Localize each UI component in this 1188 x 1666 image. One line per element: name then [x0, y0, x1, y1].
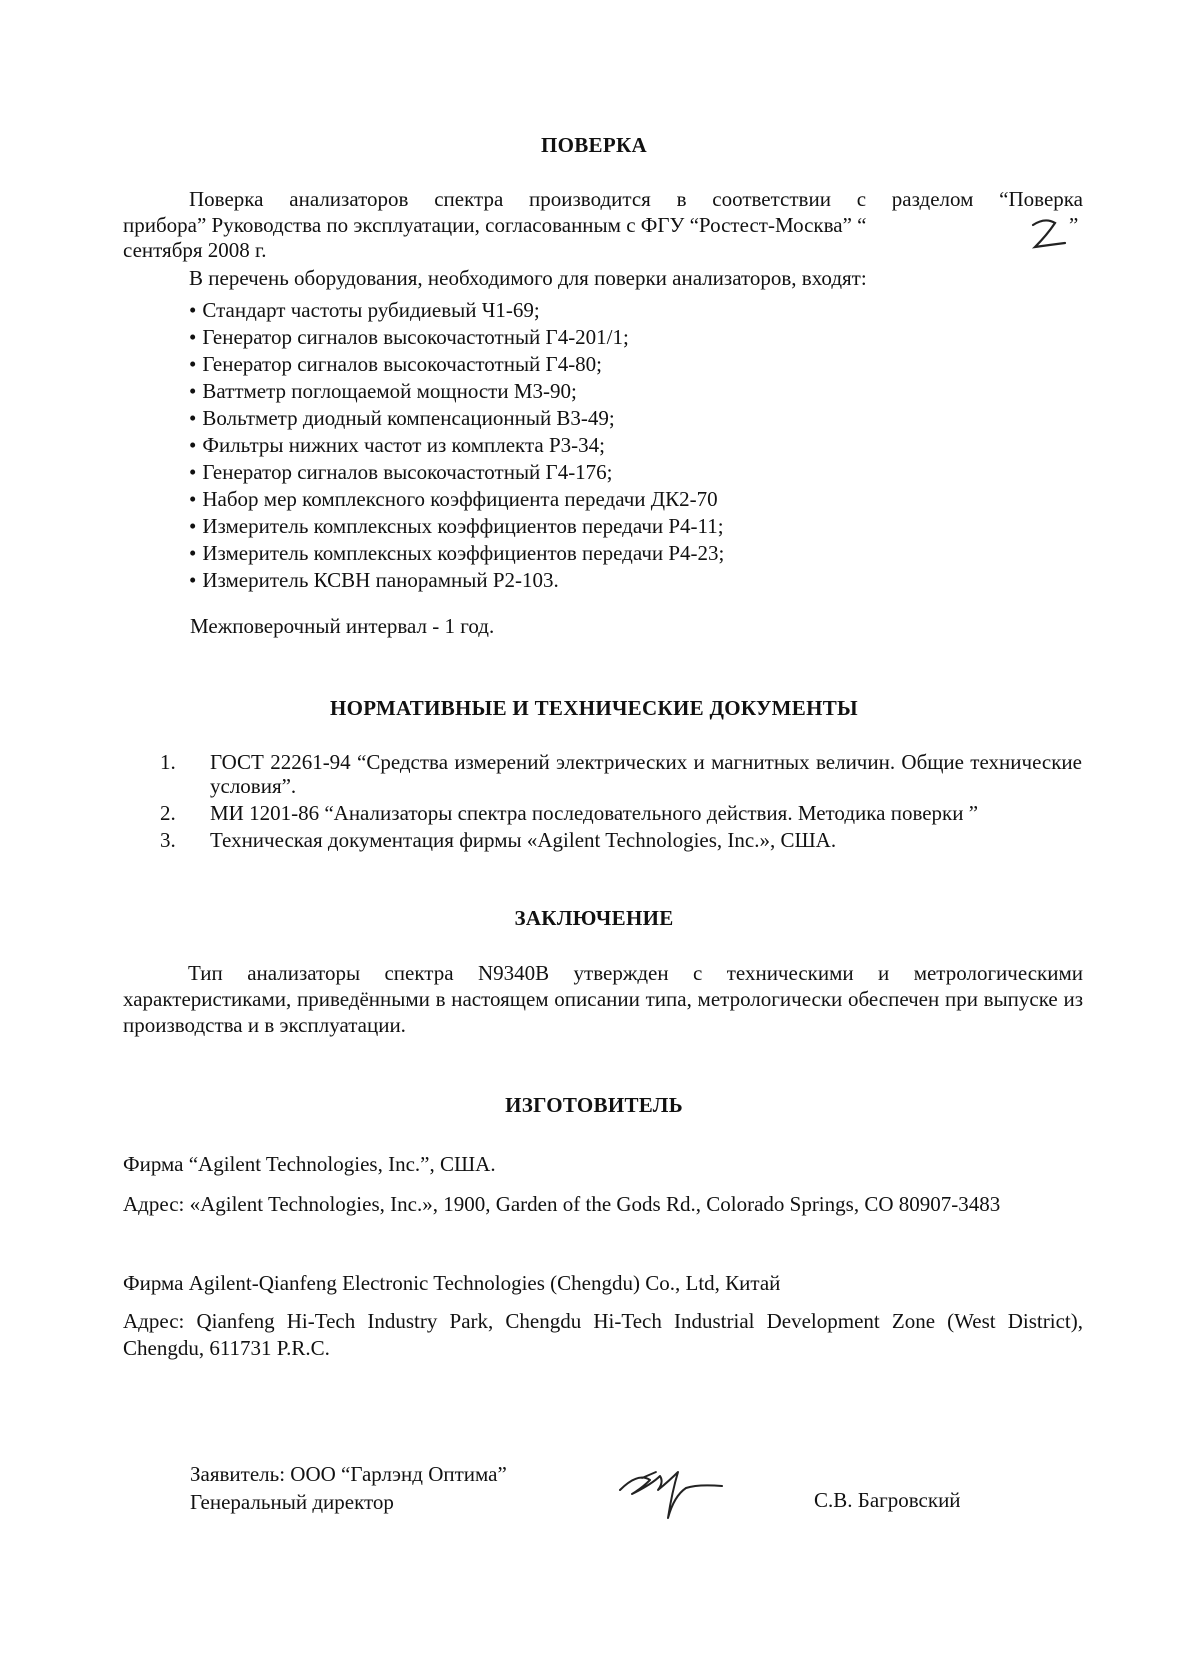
verification-paragraph-line1: Поверка анализаторов спектра производится в соответствии с разделом “Поверка	[189, 187, 1083, 211]
list-item: • Стандарт частоты рубидиевый Ч1-69;	[189, 297, 724, 324]
verification-paragraph-line2-end: ”	[1069, 213, 1079, 237]
verification-interval: Межповерочный интервал - 1 год.	[190, 614, 495, 638]
list-item: • Измеритель комплексных коэффициентов передачи Р4-23;	[189, 540, 724, 567]
section-title-manufacturer: ИЗГОТОВИТЕЛЬ	[505, 1093, 683, 1117]
manufacturer-firm-1: Фирма “Agilent Technologies, Inc.”, США.	[123, 1152, 496, 1176]
list-item: • Вольтметр диодный компенсационный В3-49;	[189, 405, 724, 432]
list-item: • Ваттметр поглощаемой мощности М3-90;	[189, 378, 724, 405]
manufacturer-firm-2: Фирма Agilent-Qianfeng Electronic Technologies (Chengdu) Co., Ltd, Китай	[123, 1271, 781, 1295]
applicant-position: Генеральный директор	[190, 1490, 394, 1514]
manufacturer-address-1: Адрес: «Agilent Technologies, Inc.», 1900, Garden of the Gods Rd., Colorado Springs, CO 80907-3483	[123, 1192, 1001, 1216]
section-title-normative: НОРМАТИВНЫЕ И ТЕХНИЧЕСКИЕ ДОКУМЕНТЫ	[330, 696, 858, 720]
list-item: • Генератор сигналов высокочастотный Г4-176;	[189, 459, 724, 486]
list-item: • Измеритель комплексных коэффициентов передачи Р4-11;	[189, 513, 724, 540]
verification-paragraph-line3: сентября 2008 г.	[123, 238, 267, 262]
list-item-text: ГОСТ 22261-94 “Средства измерений электрических и магнитных величин. Общие технические условия”.	[210, 750, 1082, 798]
handwritten-day-number	[1027, 215, 1067, 253]
section-title-conclusion: ЗАКЛЮЧЕНИЕ	[514, 906, 674, 930]
verification-paragraph-line2-text: прибора” Руководства по эксплуатации, согласованным с ФГУ “Ростест-Москва” “	[123, 213, 867, 237]
director-name: С.В. Багровский	[814, 1488, 961, 1512]
applicant-line: Заявитель: ООО “Гарлэнд Оптима”	[190, 1462, 507, 1486]
list-item: • Фильтры нижних частот из комплекта Р3-34;	[189, 432, 724, 459]
section-title-verification: ПОВЕРКА	[540, 133, 647, 157]
equipment-list	[189, 297, 724, 594]
list-item: • Генератор сигналов высокочастотный Г4-201/1;	[189, 324, 724, 351]
list-item-text: МИ 1201-86 “Анализаторы спектра последовательного действия. Методика поверки ”	[210, 801, 979, 825]
applicant-block	[190, 1460, 507, 1516]
signature-image	[612, 1432, 732, 1532]
verification-paragraph-line2	[123, 213, 867, 237]
list-item: • Набор мер комплексного коэффициента передачи ДК2-70	[189, 486, 724, 513]
list-item-number: 3.	[160, 828, 176, 852]
list-item: • Генератор сигналов высокочастотный Г4-80;	[189, 351, 724, 378]
conclusion-paragraph: Тип анализаторы спектра N9340B утвержден с техническими и метрологическими характеристиками, приведёнными в настоящем описании типа, метрологически обеспечен при выпуске из производства и в эксплуатации.	[123, 961, 1083, 1037]
list-item-number: 2.	[160, 801, 176, 825]
list-item	[160, 801, 1082, 825]
manufacturer-address-2: Адрес: Qianfeng Hi-Tech Industry Park, Chengdu Hi-Tech Industrial Development Zone (West District), Chengdu, 611731 P.R.C.	[123, 1309, 1083, 1360]
list-item-number: 1.	[160, 750, 176, 774]
equipment-list-intro: В перечень оборудования, необходимого для поверки анализаторов, входят:	[189, 266, 867, 290]
list-item: • Измеритель КСВН панорамный Р2-103.	[189, 567, 724, 594]
list-item-text: Техническая документация фирмы «Agilent Technologies, Inc.», США.	[210, 828, 837, 852]
list-item	[160, 828, 1082, 852]
list-item	[160, 750, 1082, 798]
normative-documents-list	[160, 750, 1082, 855]
